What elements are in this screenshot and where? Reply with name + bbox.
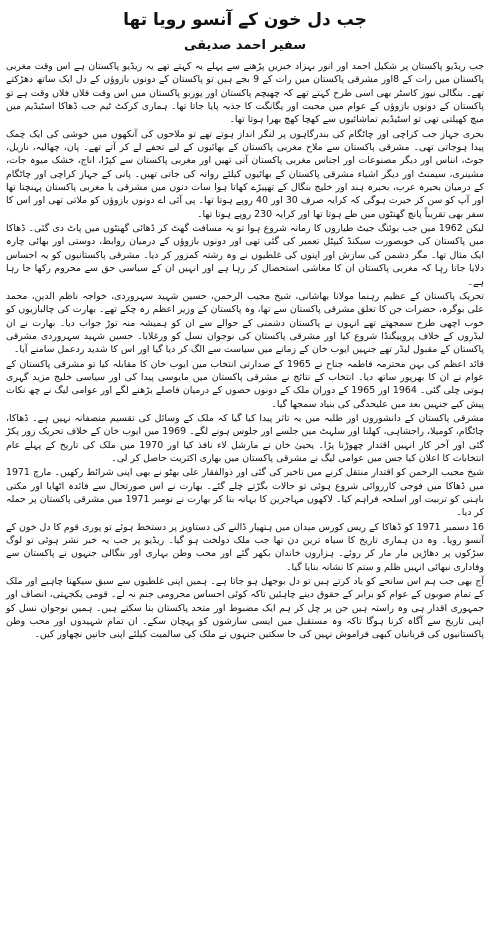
article-byline: سفیر احمد صدیقی xyxy=(183,38,307,53)
article-title: جب دل خون کے آنسو رویا تھا xyxy=(123,10,367,30)
article-paragraph: تحریک پاکستان کے عظیم رہنما مولانا بھاشانی، شیخ مجیب الرحمن، حسین شہید سہروردی، خواجہ ناظم الدین، محمد علی بوگرہ، حضرات جن کا تعلق مشرقی پاکستان سے تھا، وہ پاکستان کے وزیر اعظم رہ چکے تھے۔ بھارت کی چالبازیوں کو خوب اچھی طرح سمجھتے تھے انہوں نے پاکستان دشمنی کے حوالے سے ان کو ہمیشہ منہ توڑ جواب دیا۔ بھارت نے ان لیڈروں کے خلاف پروپیگنڈا شروع کیا اور مشرقی پاکستان کی نوجوان نسل کو ورغلایا۔ حسین شہید سہروردی مشرقی پاکستان کے مقبول لیڈر تھے جنہیں ایوب خان کے زمانے میں سیاست سے الگ کر دیا گیا اور اس کا شدید ردعمل سامنے آیا۔ xyxy=(6,290,484,356)
article-paragraph: بحری جہاز جب کراچی اور چاٹگام کی بندرگاہوں پر لنگر انداز ہوتے تھے تو ملاحوں کی آنکھوں میں خوشی کی ایک چمک پیدا ہوجاتی تھی۔ مشرقی پاکستان سے ملاح مغربی پاکستان کے بھائیوں کے لیے تحفے لے کر آتے تھے۔ پان، چھالیہ، ناریل، جوٹ، انناس اور دیگر مصنوعات اور اجناس مغربی پاکستان آتی تھیں اور مغربی پاکستان سے کپڑا، اناج، خشک میوہ جات، مشینری، سیمنٹ اور دیگر اشیاء مشرقی پاکستان کے بھائیوں کیلئے روانہ کی جاتی تھیں۔ پانی کے جہاز کراچی اور چاٹگام کے درمیان بحیرہ عرب، بحیرہ ہند اور خلیج بنگال کے تھپیڑے کھاتا ہوا سات دنوں میں مشرقی یا مغربی پاکستان پہنچتا تھا اور آپ کو سن کر حیرت ہوگی کہ کرایہ صرف 30 اور 40 روپے ہوتا تھا۔ پی آئی اے دونوں بازوؤں کو ملاتی تھی اور اس کا سفر بھی تقریباً پانچ گھنٹوں میں طے ہوتا تھا اور کرایہ 230 روپے ہوتا تھا۔ xyxy=(6,128,484,220)
article-paragraph: لیکن 1962 میں جب بوئنگ جیٹ طیاروں کا زمانہ شروع ہوا تو یہ مسافت گھٹ کر ڈھائی گھنٹوں میں پاٹ دی گئی۔ ڈھاکا میں پاکستان کی خوبصورت سیکنڈ کیپٹل تعمیر کی گئی تھی اور دونوں بازوؤں کے درمیان روابط، دوستی اور بھائی چارہ ایک مثال تھا۔ مگر دشمن کی سازش اور اپنوں کی غلطیوں نے وہ رشتہ کمزور کر دیا۔ مشرقی پاکستانیوں کو یہ احساس دلایا جاتا رہا کہ مغربی پاکستان ان کا معاشی استحصال کر رہا ہے اور انہیں ان کے سیاسی حق سے محروم رکھا جا رہا ہے۔ xyxy=(6,223,484,288)
article-paragraph: شیخ مجیب الرحمن کو اقتدار منتقل کرنے میں تاخیر کی گئی اور ذوالفقار علی بھٹو نے بھی اپنی شرائط رکھیں۔ مارچ 1971 میں ڈھاکا میں فوجی کارروائی شروع ہوئی تو حالات بگڑتے چلے گئے۔ بھارت نے اس صورتحال سے فائدہ اٹھایا اور مکتی باہنی کو تربیت اور اسلحہ فراہم کیا۔ لاکھوں مہاجرین کا بہانہ بنا کر بھارت نے نومبر 1971 میں مشرقی پاکستان پر حملہ کر دیا۔ xyxy=(6,467,485,519)
article-paragraph: قائد اعظم کی بہن محترمہ فاطمہ جناح نے 1965 کے صدارتی انتخاب میں ایوب خان کا مقابلہ کیا تو مشرقی پاکستان کے عوام نے ان کا بھرپور ساتھ دیا۔ انتخاب کے نتائج نے مشرقی پاکستان میں مایوسی پیدا کی اور سیاسی خلیج مزید گہری ہوتی چلی گئی۔ 1964 اور 1965 کے دوران ملک کے دونوں حصوں کے درمیان فاصلے بڑھنے لگے اور عوامی لیگ نے چھ نکات پیش کیے جنہیں بعد میں علیحدگی کی بنیاد سمجھا گیا۔ xyxy=(6,358,484,410)
article-paragraph: 16 دسمبر 1971 کو ڈھاکا کے ریس کورس میدان میں ہتھیار ڈالنے کی دستاویز پر دستخط ہوئے تو پوری قوم کا دل خون کے آنسو رویا۔ وہ دن ہماری تاریخ کا سیاہ ترین دن تھا جب ملک دولخت ہو گیا۔ ریڈیو پر جب یہ خبر نشر ہوئی تو لوگ سڑکوں پر دھاڑیں مار مار کر روئے۔ ہزاروں خاندان بکھر گئے اور محب وطن بہاری اور بنگالی جنہوں نے پاکستان سے وفاداری نبھائی انہیں ظلم و ستم کا نشانہ بنایا گیا۔ xyxy=(6,521,484,573)
article-paragraph: آج بھی جب ہم اس سانحے کو یاد کرتے ہیں تو دل بوجھل ہو جاتا ہے۔ ہمیں اپنی غلطیوں سے سبق سیکھنا چاہیے اور ملک کے تمام صوبوں کے عوام کو برابر کے حقوق دینے چاہئیں تاکہ کوئی احساس محرومی جنم نہ لے۔ قومی یکجہتی، انصاف اور جمہوری اقدار ہی وہ راستہ ہیں جن پر چل کر ہم ایک مضبوط اور متحد پاکستان بنا سکتے ہیں۔ ہمیں نوجوان نسل کو اپنی تاریخ سے آگاہ کرنا ہوگا تاکہ وہ مستقبل میں ایسی سازشوں کو پہچان سکے۔ ان تمام شہیدوں اور محب وطن پاکستانیوں کی قربانیاں کبھی فراموش نہیں کی جا سکتیں جنہوں نے ملک کی سالمیت کیلئے اپنی جانیں نچھاور کیں۔ xyxy=(6,576,484,641)
article-paragraph: جب ریڈیو پاکستان پر شکیل احمد اور انور بہزاد خبریں پڑھنے سے پہلے یہ کہتے تھے یہ ریڈیو پاکستان ہے اس وقت مغربی پاکستان میں رات کے 8اور مشرقی پاکستان میں رات کے 9 بجے ہیں تو پاکستان کے دونوں بازوؤں کے دل ایک ساتھ دھڑکتے تھے۔ بنگالی نیوز کاسٹر بھی اسی طرح کہتے تھے کہ چھیچم پاکستان اور پوربو پاکستان میں اس وقت فلاں فلاں وقت ہے تو پاکستان کے دونوں بازوؤں کے عوام میں محبت اور یگانگت کا جذبہ پایا جاتا تھا۔ ہماری کرکٹ ٹیم جب ڈھاکا اسٹیڈیم میں میچ کھیلتی تھی تو اسٹیڈیم تماشائیوں سے کھچا کھچ بھرا ہوتا تھا۔ xyxy=(6,61,484,126)
article-paragraph: مشرقی پاکستان کے دانشوروں اور طلبہ میں یہ تاثر پیدا کیا گیا کہ ملک کے وسائل کی تقسیم منصفانہ نہیں ہے۔ ڈھاکا، چاٹگام، کومیلا، راجشاہی، کھلنا اور سلہٹ میں جلسے اور جلوس ہونے لگے۔ 1969 میں ایوب خان کے خلاف تحریک زور پکڑ گئی اور آخر کار انہیں اقتدار چھوڑنا پڑا۔ یحییٰ خان نے مارشل لاء نافذ کیا اور 1970 میں ملک کی تاریخ کے پہلے عام انتخابات کا اعلان کیا جس میں عوامی لیگ نے مشرقی پاکستان میں بھاری اکثریت حاصل کر لی۔ xyxy=(6,412,484,464)
article-body xyxy=(6,60,484,642)
